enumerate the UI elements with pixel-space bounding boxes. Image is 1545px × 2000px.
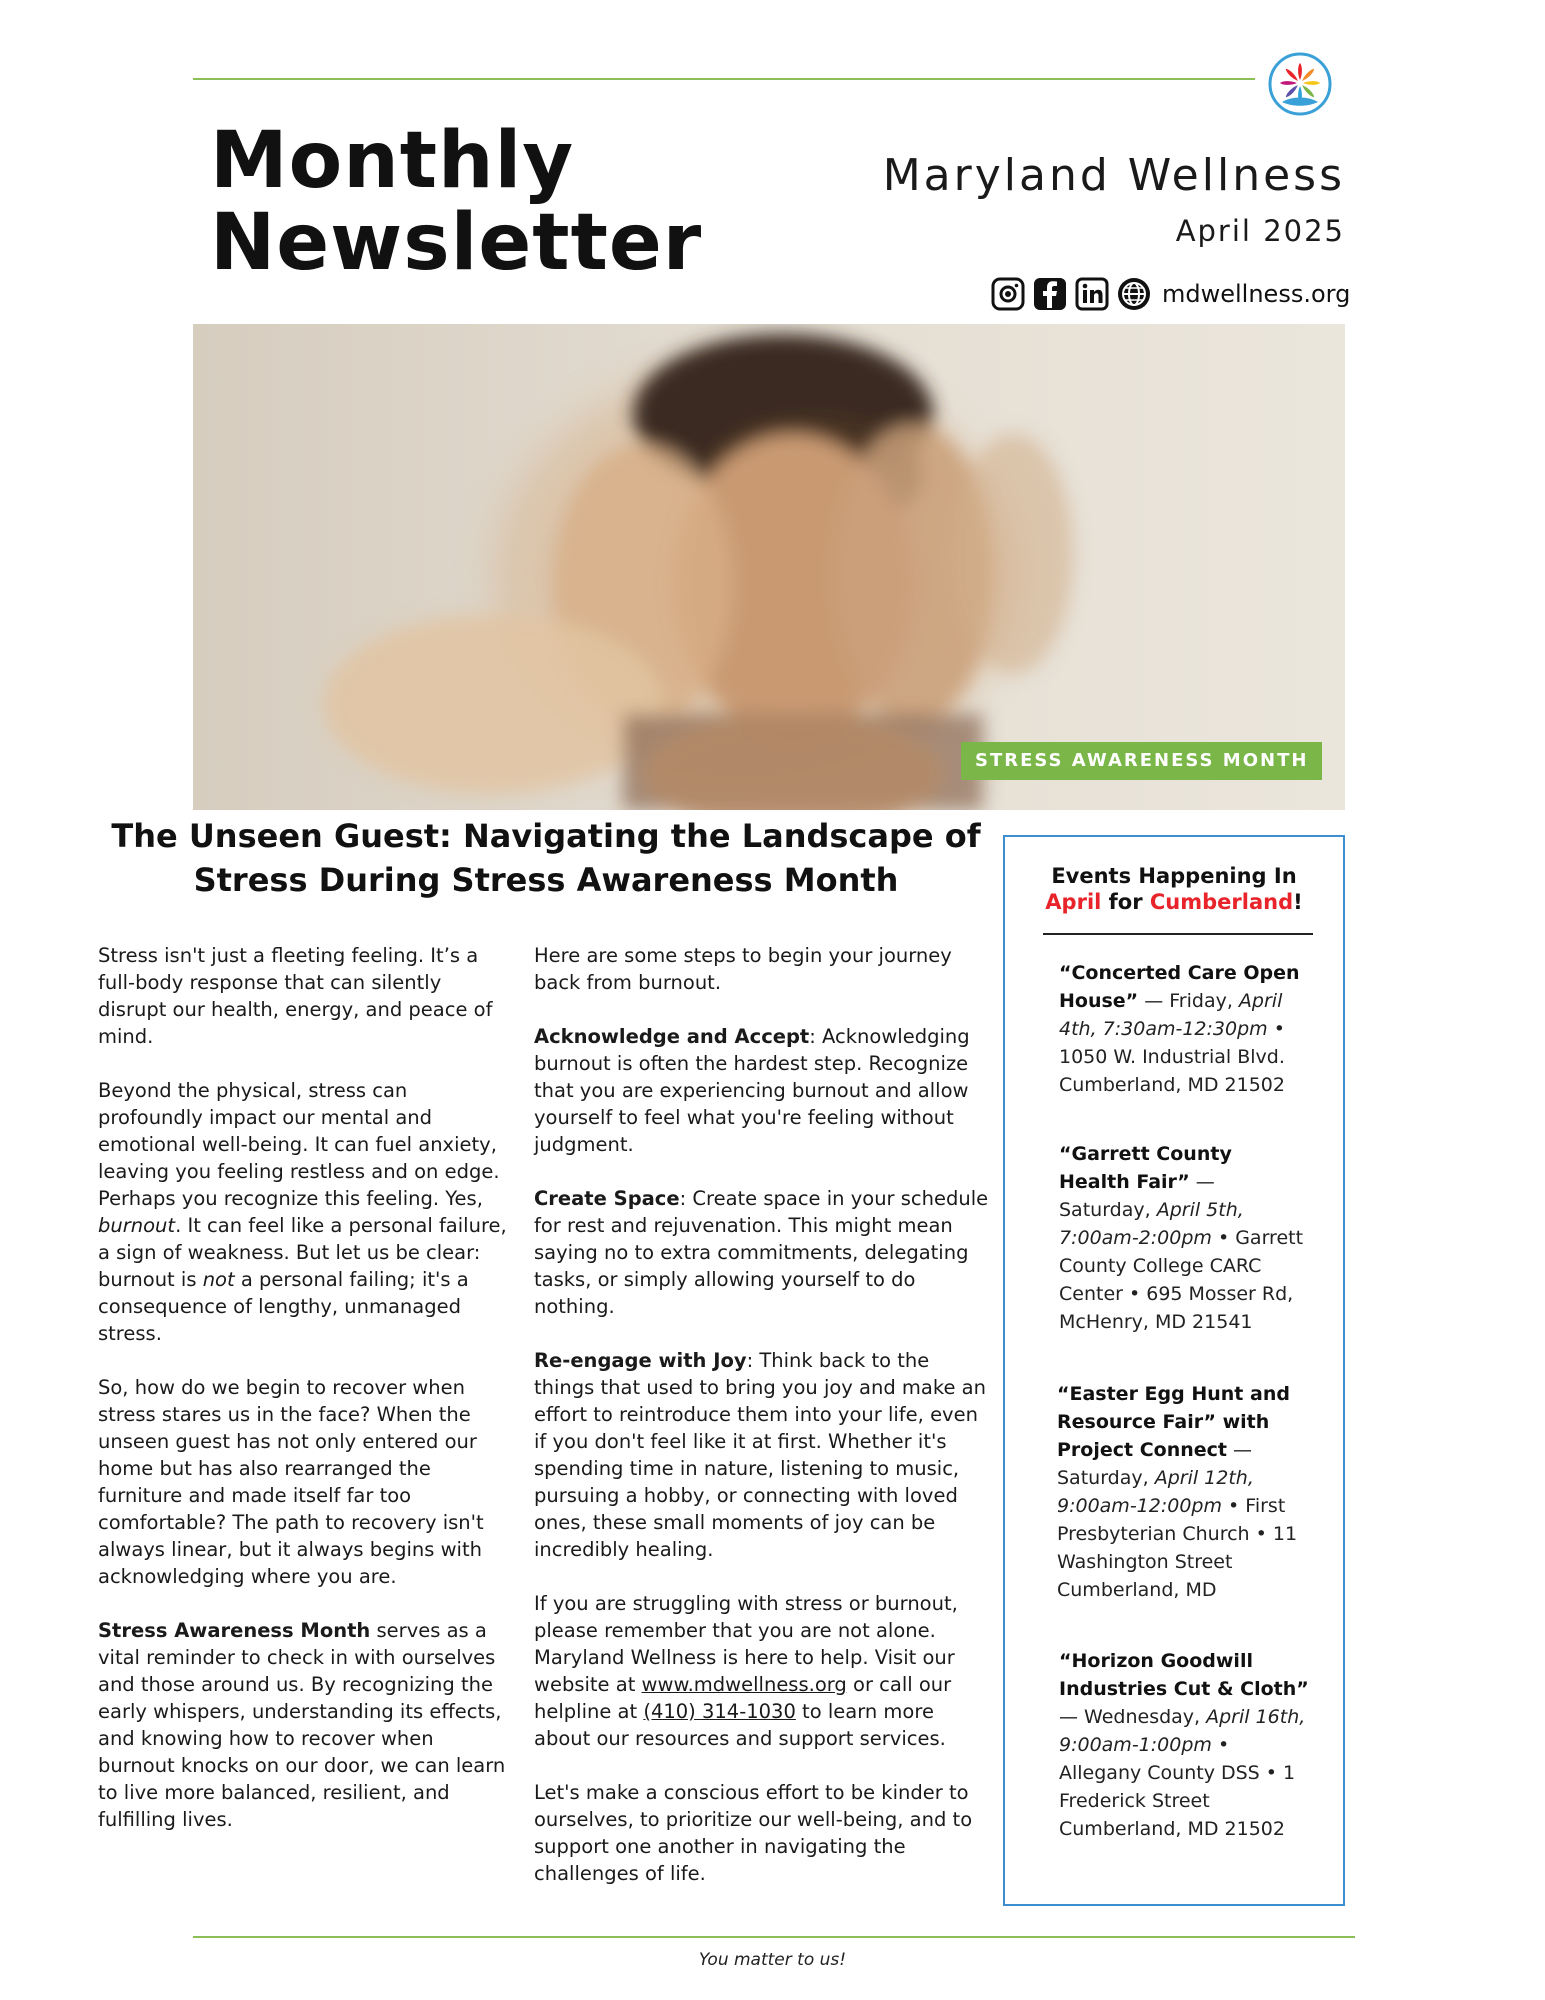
title-line-2: Newsletter — [210, 198, 703, 288]
paragraph: Stress isn't just a fleeting feeling. It’s a full-body response that can silently disrupt our health, energy, and peace of mind. — [98, 944, 493, 1048]
blurred-stressed-person-image — [193, 324, 1345, 810]
event-item: “Easter Egg Hunt and Resource Fair” with Project Connect — Saturday, April 12th, 9:00am-12:00pm • First Presbyterian Church • 11 Washington Street Cumberland, MD — [1057, 1383, 1298, 1601]
maryland-wellness-logo-icon — [1268, 52, 1332, 116]
instagram-icon[interactable] — [990, 276, 1026, 312]
article-column-1 — [98, 942, 510, 1860]
step-create-space: Create Space: Create space in your schedule for rest and rejuvenation. This might mean saying no to extra commitments, delegating tasks, or simply allowing yourself to do nothing. — [534, 1187, 989, 1318]
website-link[interactable]: mdwellness.org — [1162, 280, 1351, 308]
paragraph: Beyond the physical, stress can profoundly impact our mental and emotional well-being. It can fuel anxiety, leaving you feeling restless and on edge. Perhaps you recognize this feeling. Yes, burnout. It can feel like a personal failure, a sign of weakness. But let us be clear: burnout is not a personal failing; it's a consequence of lengthy, unmanaged stress. — [98, 1079, 507, 1345]
issue-date: April 2025 — [1175, 214, 1345, 248]
newsletter-title — [210, 116, 703, 288]
top-divider — [193, 78, 1255, 80]
article-headline: The Unseen Guest: Navigating the Landscape of Stress During Stress Awareness Month — [111, 817, 981, 899]
help-paragraph: If you are struggling with stress or burnout, please remember that you are not alone. Maryland Wellness is here to help. Visit our website at www.mdwellness.org or call our helpline at (410) 314-1030 to learn more about our resources and support services. — [534, 1592, 958, 1750]
events-heading: Events Happening In April for Cumberland! — [1045, 864, 1303, 914]
bottom-divider — [193, 1936, 1355, 1938]
website-url-link[interactable]: www.mdwellness.org — [641, 1673, 847, 1696]
facebook-icon[interactable] — [1032, 276, 1068, 312]
event-item: “Garrett County Health Fair” — Saturday, April 5th, 7:00am-2:00pm • Garrett County College CARC Center • 695 Mosser Rd, McHenry, MD 21541 — [1059, 1143, 1304, 1333]
event-item: “Concerted Care Open House” — Friday, April 4th, 7:30am-12:30pm • 1050 W. Industrial Blvd. Cumberland, MD 21502 — [1059, 962, 1300, 1096]
paragraph: Stress Awareness Month serves as a vital reminder to check in with ourselves and those around us. By recognizing the early whispers, understanding its effects, and knowing how to recover when burnout knocks on our door, we can learn to live more balanced, resilient, and fulfilling lives. — [98, 1619, 506, 1831]
hero-photo — [193, 324, 1345, 810]
closing-paragraph: Let's make a conscious effort to be kinder to ourselves, to prioritize our well-being, and to support one another in navigating the challenges of life. — [534, 1781, 973, 1885]
stress-awareness-banner: STRESS AWARENESS MONTH — [961, 742, 1322, 780]
burnout-emphasis: burnout — [98, 1214, 176, 1237]
footer-tagline: You matter to us! — [698, 1950, 847, 1970]
event-item: “Horizon Goodwill Industries Cut & Cloth” — Wednesday, April 16th, 9:00am-1:00pm • Allegany County DSS • 1 Frederick Street Cumberland, MD 21502 — [1059, 1650, 1309, 1840]
paragraph: Here are some steps to begin your journey back from burnout. — [534, 944, 952, 994]
stress-awareness-month-bold: Stress Awareness Month — [98, 1619, 371, 1642]
title-line-1: Monthly — [210, 116, 575, 206]
organization-name: Maryland Wellness — [882, 150, 1345, 201]
events-sidebar — [1003, 835, 1345, 1906]
social-links — [990, 276, 1350, 312]
events-month: April — [1045, 890, 1102, 914]
linkedin-icon[interactable] — [1074, 276, 1110, 312]
globe-icon[interactable] — [1116, 276, 1152, 312]
helpline-phone-link[interactable]: (410) 314-1030 — [643, 1700, 796, 1723]
not-emphasis: not — [202, 1268, 235, 1291]
step-acknowledge: Acknowledge and Accept: Acknowledging burnout is often the hardest step. Recognize that you are experiencing burnout and allow yourself to feel what you're feeling without judgment. — [534, 1025, 970, 1156]
events-place: Cumberland — [1149, 890, 1294, 914]
events-divider — [1043, 933, 1313, 935]
step-re-engage: Re-engage with Joy: Think back to the things that used to bring you joy and make an effort to reintroduce them into your life, even if you don't feel like it at first. Whether it's spending time in nature, listening to music, pursuing a hobby, or connecting with loved ones, these small moments of joy can be incredibly healing. — [534, 1349, 986, 1561]
article-column-2 — [534, 942, 992, 1914]
paragraph: So, how do we begin to recover when stress stares us in the face? When the unseen guest has not only entered our home but has also rearranged the furniture and made itself far too comfortable? The path to recovery isn't always linear, but it always begins with acknowledging where you are. — [98, 1376, 484, 1588]
